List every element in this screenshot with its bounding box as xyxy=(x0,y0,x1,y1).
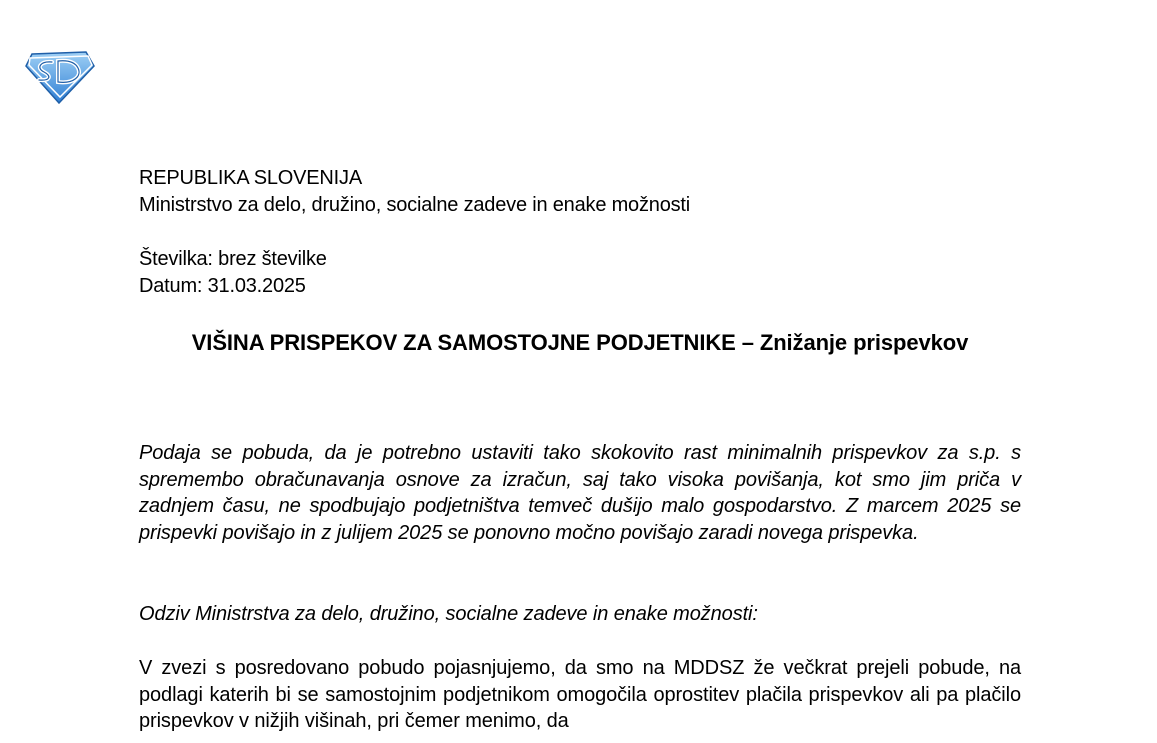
document-date: Datum: 31.03.2025 xyxy=(139,275,306,297)
response-heading: Odziv Ministrstva za delo, družino, socialne zadeve in enake možnosti: xyxy=(139,603,758,625)
document-header xyxy=(139,165,1039,300)
sd-logo-icon xyxy=(22,48,96,104)
document-title: VIŠINA PRISPEKOV ZA SAMOSTOJNE PODJETNIKE – Znižanje prispevkov xyxy=(191,330,969,355)
ministry-name: Ministrstvo za delo, družino, socialne zadeve in enake možnosti xyxy=(139,194,691,216)
document-number: Številka: brez številke xyxy=(139,248,327,270)
response-paragraph: V zvezi s posredovano pobudo pojasnjujemo, da smo na MDDSZ že večkrat prejeli pobude, na podlagi katerih bi se samostojnim podjetnikom omogočila oprostitev plačila prispevkov ali pa plačilo prispevkov v nižjih višinah, pri čemer menimo, da xyxy=(139,657,1021,732)
initiative-paragraph: Podaja se pobuda, da je potrebno ustaviti tako skokovito rast minimalnih prispevkov za s.p. s spremembo obračunavanja osnove za izračun, saj tako visoka povišanja, kot smo jim priča v zadnjem času, ne spodbujajo podjetništva temveč dušijo malo gospodarstvo. Z marcem 2025 se prispevki povišajo in z julijem 2025 se ponovno močno povišajo zaradi novega prispevka. xyxy=(139,442,1021,544)
republic-name: REPUBLIKA SLOVENIJA xyxy=(139,167,362,189)
